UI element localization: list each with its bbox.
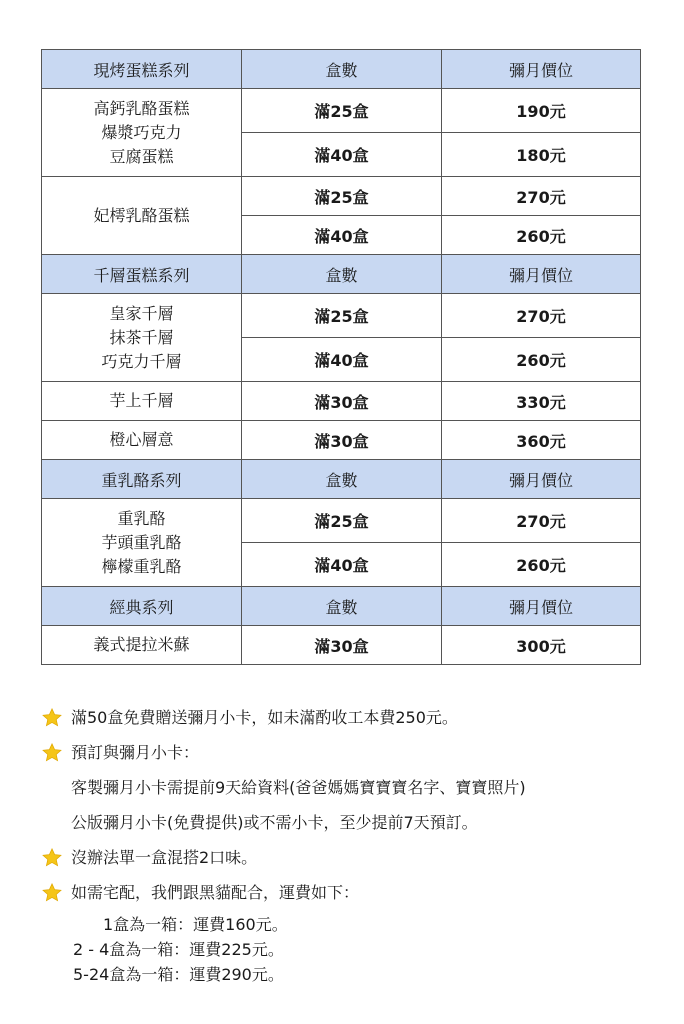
section-header [42,587,641,626]
qty-cell: 滿30盒 [242,382,442,421]
price-cell: 360元 [442,421,641,460]
note-order-card: 預訂與彌月小卡： [41,735,661,770]
product-name-cell [42,626,242,665]
note-free-card: 滿50盒免費贈送彌月小卡，如未滿酌收工本費250元。 [41,700,661,735]
qty-header: 盒數 [242,460,442,499]
qty-cell: 滿25盒 [242,89,442,133]
product-name-cell [42,382,242,421]
qty-header: 盒數 [242,255,442,294]
section-title: 重乳酪系列 [42,460,242,499]
qty-cell: 滿30盒 [242,421,442,460]
note-custom-card: 客製彌月小卡需提前9天給資料(爸爸媽媽寶寶寶名字、寶寶照片) [71,778,526,797]
table-row [42,294,641,338]
star-icon [41,707,63,729]
qty-cell: 滿30盒 [242,626,442,665]
star-icon [41,847,63,869]
qty-cell: 滿40盒 [242,338,442,382]
price-cell: 270元 [442,499,641,543]
price-cell: 190元 [442,89,641,133]
qty-cell: 滿25盒 [242,294,442,338]
star-icon [41,742,63,764]
note-delivery: 如需宅配，我們跟黑貓配合，運費如下： [41,875,661,910]
product-name: 高鈣乳酪蛋糕 [93,98,190,118]
price-header: 彌月價位 [442,255,641,294]
product-name: 重乳酪 [117,508,166,528]
product-name: 爆漿巧克力 [101,122,182,142]
table-row [42,421,641,460]
price-cell: 180元 [442,133,641,177]
product-name: 巧克力千層 [101,351,182,371]
product-name-cell [42,294,242,382]
product-name: 檸檬重乳酪 [101,556,182,576]
qty-cell: 滿40盒 [242,216,442,255]
price-cell: 300元 [442,626,641,665]
table-row [42,177,641,216]
notes [41,700,661,987]
price-cell: 270元 [442,294,641,338]
qty-cell: 滿25盒 [242,499,442,543]
price-cell: 260元 [442,338,641,382]
section-header [42,255,641,294]
table-row [42,626,641,665]
table-row [42,499,641,543]
section-title: 千層蛋糕系列 [42,255,242,294]
qty-cell: 滿40盒 [242,133,442,177]
shipping-rate-1: 1盒為一箱：運費160元。 [103,915,288,934]
shipping-rate-2: 2 - 4盒為一箱：運費225元。 [73,940,284,959]
product-name: 芋上千層 [109,391,174,410]
price-cell: 270元 [442,177,641,216]
product-name: 皇家千層 [109,303,174,323]
table-row [42,89,641,133]
product-name: 芋頭重乳酪 [101,532,182,552]
price-header: 彌月價位 [442,50,641,89]
product-name: 橙心層意 [109,430,174,449]
price-cell: 260元 [442,543,641,587]
product-name: 妃樗乳酪蛋糕 [93,205,190,225]
price-cell: 260元 [442,216,641,255]
note-no-mix: 沒辦法單一盒混搭2口味。 [41,840,661,875]
price-table [41,49,641,665]
star-icon [41,882,63,904]
shipping-rate-3: 5-24盒為一箱：運費290元。 [73,965,284,984]
qty-cell: 滿25盒 [242,177,442,216]
note-public-card: 公版彌月小卡(免費提供)或不需小卡，至少提前7天預訂。 [71,813,478,832]
price-header: 彌月價位 [442,587,641,626]
product-name-cell [42,177,242,255]
qty-header: 盒數 [242,50,442,89]
product-name-cell [42,421,242,460]
section-header [42,460,641,499]
section-title: 現烤蛋糕系列 [42,50,242,89]
product-name-cell [42,499,242,587]
price-header: 彌月價位 [442,460,641,499]
price-cell: 330元 [442,382,641,421]
product-name-cell [42,89,242,177]
product-name: 抹茶千層 [109,327,174,347]
section-title: 經典系列 [42,587,242,626]
section-header [42,50,641,89]
product-name: 豆腐蛋糕 [109,146,174,166]
product-name: 義式提拉米蘇 [93,635,190,654]
qty-cell: 滿40盒 [242,543,442,587]
qty-header: 盒數 [242,587,442,626]
table-row [42,382,641,421]
